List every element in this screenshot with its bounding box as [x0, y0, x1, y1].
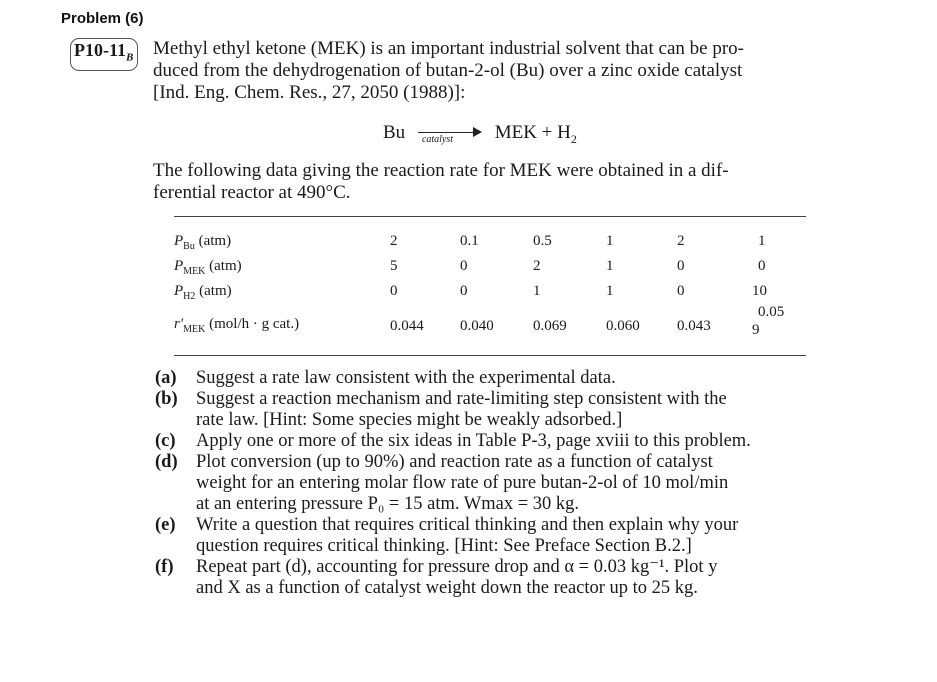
- table-cell: 0.1: [460, 233, 479, 249]
- table-cell: 9: [752, 322, 760, 338]
- reaction-reactant: Bu: [383, 122, 406, 143]
- table-cell: 0: [677, 283, 685, 299]
- table-cell: 1: [606, 283, 614, 299]
- part-line: Plot conversion (up to 90%) and reaction rate as a function of catalyst: [196, 452, 713, 472]
- part-tag: (b): [155, 389, 178, 409]
- table-cell: 0: [677, 258, 685, 274]
- part-line: Apply one or more of the six ideas in Table P-3, page xviii to this problem.: [196, 431, 751, 451]
- table-cell: 1: [758, 233, 766, 249]
- problem-heading: Problem (6): [61, 10, 144, 27]
- table-bottom-rule: [174, 355, 806, 356]
- table-row-label: $P_{Bu}$ (atm): [174, 233, 232, 252]
- part-line: at an entering pressure P₀ = 15 atm. Wmax = 30 kg.: [196, 494, 580, 514]
- intro-line: duced from the dehydrogenation of butan-2-ol (Bu) over a zinc oxide catalyst: [153, 60, 743, 81]
- reaction-catalyst-label: catalyst: [421, 133, 454, 145]
- intro-line: Methyl ethyl ketone (MEK) is an important industrial solvent that can be pro-: [153, 38, 744, 59]
- problem-number: [70, 38, 138, 71]
- reaction-products: MEK + H: [494, 122, 571, 143]
- intro-line: [Ind. Eng. Chem. Res., 27, 2050 (1988)]:: [153, 82, 466, 103]
- table-cell: 0.040: [460, 318, 494, 334]
- reaction-product-sub: 2: [570, 131, 577, 146]
- table-cell: 0.5: [533, 233, 552, 249]
- table-cell: 0.043: [677, 318, 711, 334]
- table-row-label: $P_{MEK}$ (atm): [174, 258, 242, 277]
- table-cell: 2: [677, 233, 685, 249]
- table-cell: 1: [606, 258, 614, 274]
- part-tag: (f): [155, 557, 174, 577]
- problem-number-text: P10-11: [74, 40, 126, 60]
- table-cell: 0: [460, 258, 468, 274]
- table-cell: 1: [533, 283, 541, 299]
- table-cell: 5: [390, 258, 398, 274]
- reaction-equation: [383, 122, 577, 147]
- table-cell: 1: [606, 233, 614, 249]
- table-cell: 10: [752, 283, 767, 299]
- problem-parts: [155, 368, 845, 599]
- part-tag: (c): [155, 431, 176, 451]
- problem-number-sub: B: [126, 51, 134, 64]
- part-line: Repeat part (d), accounting for pressure drop and α = 0.03 kg⁻¹. Plot y: [196, 557, 718, 577]
- data-intro-line: The following data giving the reaction rate for MEK were obtained in a dif-: [153, 160, 729, 181]
- part-line: Suggest a rate law consistent with the experimental data.: [196, 368, 616, 388]
- table-cell: 0: [460, 283, 468, 299]
- part-line: weight for an entering molar flow rate of pure butan-2-ol of 10 mol/min: [196, 473, 729, 493]
- part-line: and X as a function of catalyst weight down the reactor up to 25 kg.: [196, 578, 698, 598]
- part-f: [155, 557, 845, 599]
- table-cell: 0.069: [533, 318, 567, 334]
- part-tag: (a): [155, 368, 177, 388]
- problem-intro: [153, 38, 833, 104]
- table-cell: 2: [533, 258, 541, 274]
- part-e: [155, 515, 845, 557]
- table-cell: 0.060: [606, 318, 640, 334]
- table-cell: 2: [390, 233, 398, 249]
- part-b: [155, 389, 845, 431]
- table-cell: 0: [390, 283, 398, 299]
- part-line: rate law. [Hint: Some species might be weakly adsorbed.]: [196, 410, 623, 430]
- part-line: Suggest a reaction mechanism and rate-limiting step consistent with the: [196, 389, 727, 409]
- part-a: [155, 368, 845, 389]
- part-tag: (d): [155, 452, 178, 472]
- part-tag: (e): [155, 515, 176, 535]
- table-row-label: $r'_{MEK}$ (mol/h · g cat.): [174, 316, 300, 335]
- table-cell: 0: [758, 258, 766, 274]
- reaction-arrow-icon: [418, 123, 482, 145]
- part-d: [155, 452, 845, 515]
- table-cell: 0.05: [758, 304, 785, 320]
- table-cell: 0.044: [390, 318, 424, 334]
- part-line: Write a question that requires critical thinking and then explain why your: [196, 515, 739, 535]
- table-row-label: $P_{H2}$ (atm): [174, 283, 232, 302]
- data-intro-line: ferential reactor at 490°C.: [153, 182, 351, 203]
- part-c: [155, 431, 845, 452]
- part-line: question requires critical thinking. [Hint: See Preface Section B.2.]: [196, 536, 692, 556]
- table-top-rule: [174, 216, 806, 217]
- data-intro: [153, 160, 729, 204]
